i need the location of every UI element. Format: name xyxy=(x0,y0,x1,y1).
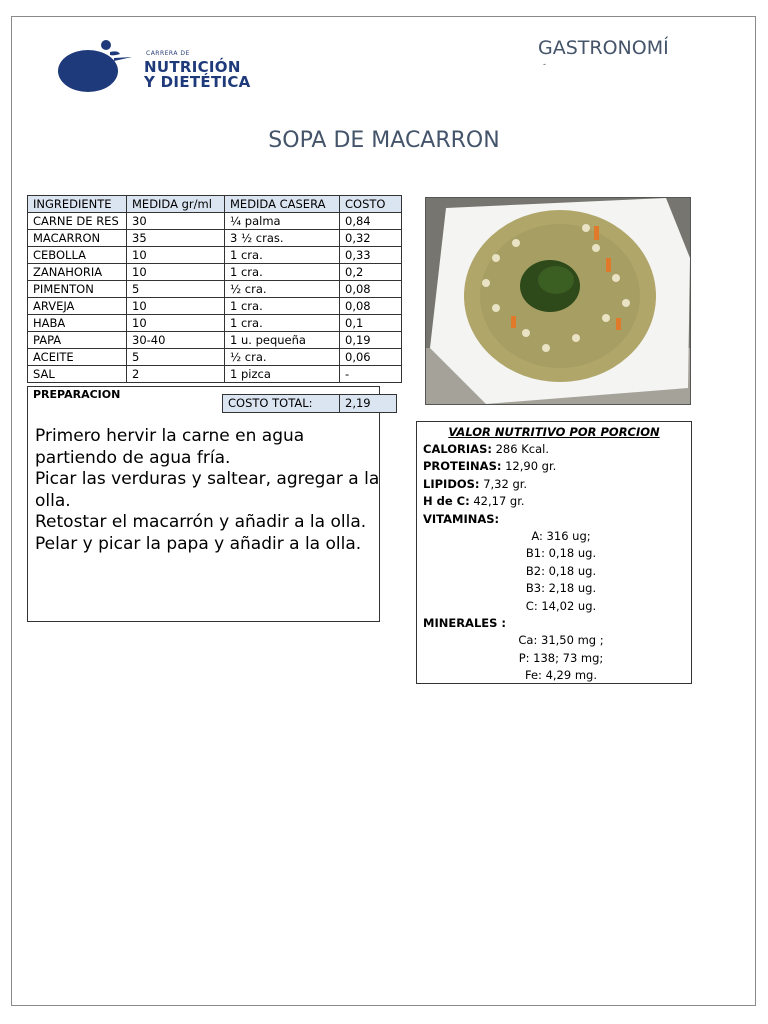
total-label: COSTO TOTAL: xyxy=(223,395,340,413)
protein-value: 12,90 gr. xyxy=(505,459,557,474)
table-cell: PAPA xyxy=(28,332,127,349)
preparation-step: Picar las verduras y saltear, agregar a la olla. xyxy=(35,469,380,511)
table-cell: CARNE DE RES xyxy=(28,213,127,230)
table-header-row xyxy=(28,196,402,213)
header-cell: MEDIDA gr/ml xyxy=(127,196,225,213)
total-row xyxy=(223,395,397,413)
table-cell: 1 u. pequeña xyxy=(225,332,340,349)
table-row xyxy=(28,247,402,264)
carbs-label: H de C: xyxy=(423,494,470,509)
header-cell: COSTO xyxy=(340,196,402,213)
table-cell: 0,33 xyxy=(340,247,402,264)
preparation-steps xyxy=(35,426,380,555)
table-cell: 0,08 xyxy=(340,298,402,315)
preparation-step: Primero hervir la carne en agua partiendo de agua fría. xyxy=(35,426,305,468)
header-cell: MEDIDA CASERA xyxy=(225,196,340,213)
table-row xyxy=(28,230,402,247)
carbs-value: 42,17 gr. xyxy=(473,494,525,509)
table-row xyxy=(28,213,402,230)
nutrition-box xyxy=(416,421,692,684)
vitamin-item: A: 316 ug; xyxy=(531,529,591,544)
ingredients-table xyxy=(27,195,402,383)
vitamin-item: B2: 0,18 ug. xyxy=(525,563,597,578)
minerals-label: MINERALES : xyxy=(423,616,507,631)
recipe-title: SOPA DE MACARRON xyxy=(268,128,500,153)
table-cell: PIMENTON xyxy=(28,281,127,298)
table-cell: 0,19 xyxy=(340,332,402,349)
table-cell: 35 xyxy=(127,230,225,247)
table-cell: 10 xyxy=(127,247,225,264)
table-cell: 5 xyxy=(127,349,225,366)
table-cell: 1 cra. xyxy=(225,298,340,315)
table-cell: 1 cra. xyxy=(225,315,340,332)
table-cell: 0,2 xyxy=(340,264,402,281)
total-value: 2,19 xyxy=(340,395,397,413)
table-cell: ¼ palma xyxy=(225,213,340,230)
table-cell: - xyxy=(340,366,402,383)
table-row xyxy=(28,332,402,349)
table-cell: 3 ½ cras. xyxy=(225,230,340,247)
table-cell: 30 xyxy=(127,213,225,230)
university-logo xyxy=(58,38,288,98)
vitamin-item: C: 14,02 ug. xyxy=(525,598,597,613)
table-row xyxy=(28,349,402,366)
calories-value: 286 Kcal. xyxy=(495,442,549,456)
logo-small-text: CARRERA DE xyxy=(146,50,190,57)
table-row xyxy=(28,298,402,315)
table-cell: 0,32 xyxy=(340,230,402,247)
table-cell: 2 xyxy=(127,366,225,383)
table-cell: 10 xyxy=(127,315,225,332)
table-cell: ½ cra. xyxy=(225,281,340,298)
table-cell: 10 xyxy=(127,264,225,281)
lipids-row xyxy=(417,476,691,493)
protein-row xyxy=(417,458,691,475)
table-cell: 0,06 xyxy=(340,349,402,366)
carbs-row xyxy=(417,493,691,510)
table-row xyxy=(28,366,402,383)
vitamin-item: B1: 0,18 ug. xyxy=(525,546,597,561)
table-cell: SAL xyxy=(28,366,127,383)
mineral-item: P: 138; 73 mg; xyxy=(518,650,604,665)
vitamins-label: VITAMINAS: xyxy=(423,511,500,526)
table-cell: 0,1 xyxy=(340,315,402,332)
table-cell: 1 pizca xyxy=(225,366,340,383)
table-cell: HABA xyxy=(28,315,127,332)
nutrition-title: VALOR NUTRITIVO POR PORCION xyxy=(448,425,660,439)
table-row xyxy=(28,315,402,332)
lipids-value: 7,32 gr. xyxy=(483,476,528,491)
logo-line-2: Y DIETÉTICA xyxy=(144,73,251,91)
table-cell: 5 xyxy=(127,281,225,298)
table-cell: 0,84 xyxy=(340,213,402,230)
header-cell: INGREDIENTE xyxy=(28,196,127,213)
table-row xyxy=(28,281,402,298)
table-cell: ZANAHORIA xyxy=(28,264,127,281)
preparation-label: PREPARACION xyxy=(33,388,121,401)
mineral-item: Ca: 31,50 mg ; xyxy=(518,633,604,648)
vitamin-item: B3: 2,18 ug. xyxy=(525,581,597,596)
mineral-item: Fe: 4,29 mg. xyxy=(524,668,597,683)
section-mark: - xyxy=(543,59,546,69)
table-cell: 1 cra. xyxy=(225,264,340,281)
table-cell: ½ cra. xyxy=(225,349,340,366)
protein-label: PROTEINAS: xyxy=(423,459,502,474)
soup-photo xyxy=(425,197,691,405)
table-cell: ACEITE xyxy=(28,349,127,366)
total-cost-table xyxy=(222,394,397,413)
section-heading: GASTRONOMÍ xyxy=(538,37,669,59)
table-cell: 10 xyxy=(127,298,225,315)
table-cell: ARVEJA xyxy=(28,298,127,315)
table-cell: MACARRON xyxy=(28,230,127,247)
calories-row xyxy=(417,441,691,458)
calories-label: CALORIAS: xyxy=(423,442,492,456)
soup-bowl-image xyxy=(426,198,690,404)
table-cell: 1 cra. xyxy=(225,247,340,264)
table-row xyxy=(28,264,402,281)
preparation-step: Retostar el macarrón y añadir a la olla. xyxy=(35,512,367,532)
logo-figure-icon xyxy=(58,38,138,98)
lipids-label: LIPIDOS: xyxy=(423,476,480,491)
table-cell: CEBOLLA xyxy=(28,247,127,264)
logo-line-1: NUTRICIÓN xyxy=(144,58,241,76)
table-cell: 30-40 xyxy=(127,332,225,349)
preparation-step: Pelar y picar la papa y añadir a la olla. xyxy=(35,533,362,554)
table-cell: 0,08 xyxy=(340,281,402,298)
